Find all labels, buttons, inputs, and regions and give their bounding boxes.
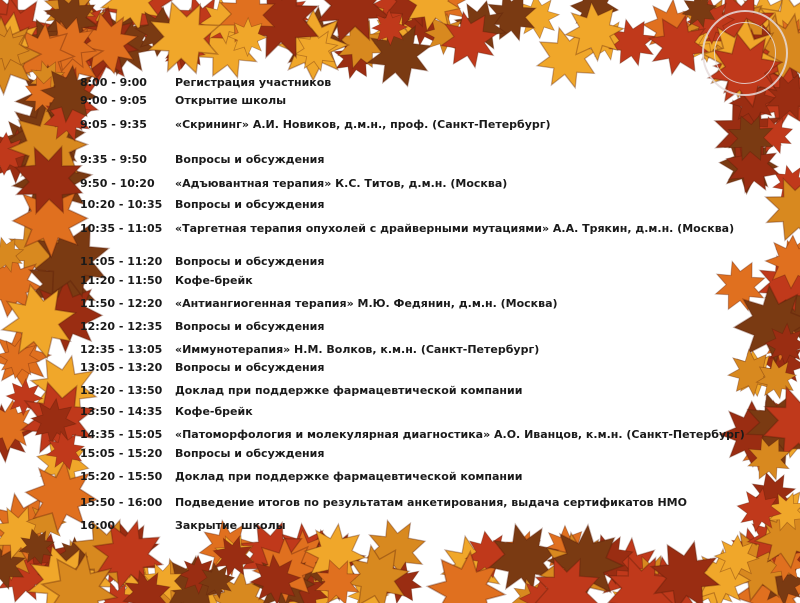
schedule-row xyxy=(80,518,720,534)
schedule-event: Регистрация участников xyxy=(175,76,332,89)
schedule-row xyxy=(80,319,720,335)
schedule-time: 13:20 - 13:50 xyxy=(80,384,163,397)
schedule-time: 9:05 - 9:35 xyxy=(80,118,147,131)
schedule-event: Вопросы и обсуждения xyxy=(175,320,325,333)
schedule-row xyxy=(80,273,720,289)
schedule-time: 13:05 - 13:20 xyxy=(80,361,163,374)
schedule-row xyxy=(80,254,720,270)
schedule-time: 15:50 - 16:00 xyxy=(80,496,163,509)
schedule-row xyxy=(80,152,720,168)
schedule-row xyxy=(80,469,720,485)
schedule-time: 10:20 - 10:35 xyxy=(80,198,163,211)
schedule-row xyxy=(80,404,720,420)
schedule-row xyxy=(80,296,720,312)
schedule-row xyxy=(80,446,720,462)
schedule-event: Доклад при поддержке фармацевтической компании xyxy=(175,384,523,397)
schedule-row xyxy=(80,495,720,511)
schedule-time: 11:20 - 11:50 xyxy=(80,274,163,287)
schedule-event: «Адъювантная терапия» К.С. Титов, д.м.н. (Москва) xyxy=(175,177,508,190)
schedule-time: 15:20 - 15:50 xyxy=(80,470,163,483)
schedule-time: 13:50 - 14:35 xyxy=(80,405,163,418)
schedule-row xyxy=(80,342,720,358)
schedule-event: Кофе-брейк xyxy=(175,274,253,287)
schedule-row xyxy=(80,75,720,91)
schedule-time: 9:35 - 9:50 xyxy=(80,153,147,166)
schedule-event: Вопросы и обсуждения xyxy=(175,447,325,460)
schedule-event: «Таргетная терапия опухолей с драйверными мутациями» А.А. Трякин, д.м.н. (Москва) xyxy=(175,222,735,235)
schedule-row xyxy=(80,176,720,192)
schedule-time: 10:35 - 11:05 xyxy=(80,222,163,235)
schedule-event: Закрытие школы xyxy=(175,519,286,532)
schedule-event: «Антиангиогенная терапия» М.Ю. Федянин, д.м.н. (Москва) xyxy=(175,297,558,310)
schedule-event: Открытие школы xyxy=(175,94,287,107)
schedule-time: 8:00 - 9:00 xyxy=(80,76,147,89)
schedule-event: «Иммунотерапия» Н.М. Волков, к.м.н. (Санкт-Петербург) xyxy=(175,343,540,356)
schedule-time: 15:05 - 15:20 xyxy=(80,447,163,460)
schedule-time: 9:00 - 9:05 xyxy=(80,94,147,107)
schedule-event: Доклад при поддержке фармацевтической компании xyxy=(175,470,523,483)
schedule-event: Подведение итогов по результатам анкетирования, выдача сертификатов НМО xyxy=(175,496,687,509)
schedule-event: Вопросы и обсуждения xyxy=(175,255,325,268)
schedule-time: 12:20 - 12:35 xyxy=(80,320,163,333)
schedule-time: 12:35 - 13:05 xyxy=(80,343,163,356)
schedule-time: 9:50 - 10:20 xyxy=(80,177,155,190)
schedule-time: 11:05 - 11:20 xyxy=(80,255,163,268)
schedule-time: 11:50 - 12:20 xyxy=(80,297,163,310)
schedule-row xyxy=(80,383,720,399)
schedule-row xyxy=(80,197,720,213)
schedule-event: «Скрининг» А.И. Новиков, д.м.н., проф. (Санкт-Петербург) xyxy=(175,118,551,131)
schedule-event: Вопросы и обсуждения xyxy=(175,153,325,166)
schedule-row xyxy=(80,117,720,133)
schedule-time: 16:00 xyxy=(80,519,116,532)
schedule-event: Вопросы и обсуждения xyxy=(175,198,325,211)
schedule-row xyxy=(80,221,735,237)
schedule-row xyxy=(80,360,720,376)
schedule-row xyxy=(80,93,720,109)
schedule-time: 14:35 - 15:05 xyxy=(80,428,163,441)
schedule-event: Вопросы и обсуждения xyxy=(175,361,325,374)
schedule-event: «Патоморфология и молекулярная диагностика» А.О. Иванцов, к.м.н. (Санкт-Петербург) xyxy=(175,428,745,441)
schedule-event: Кофе-брейк xyxy=(175,405,253,418)
schedule-row xyxy=(80,427,745,443)
